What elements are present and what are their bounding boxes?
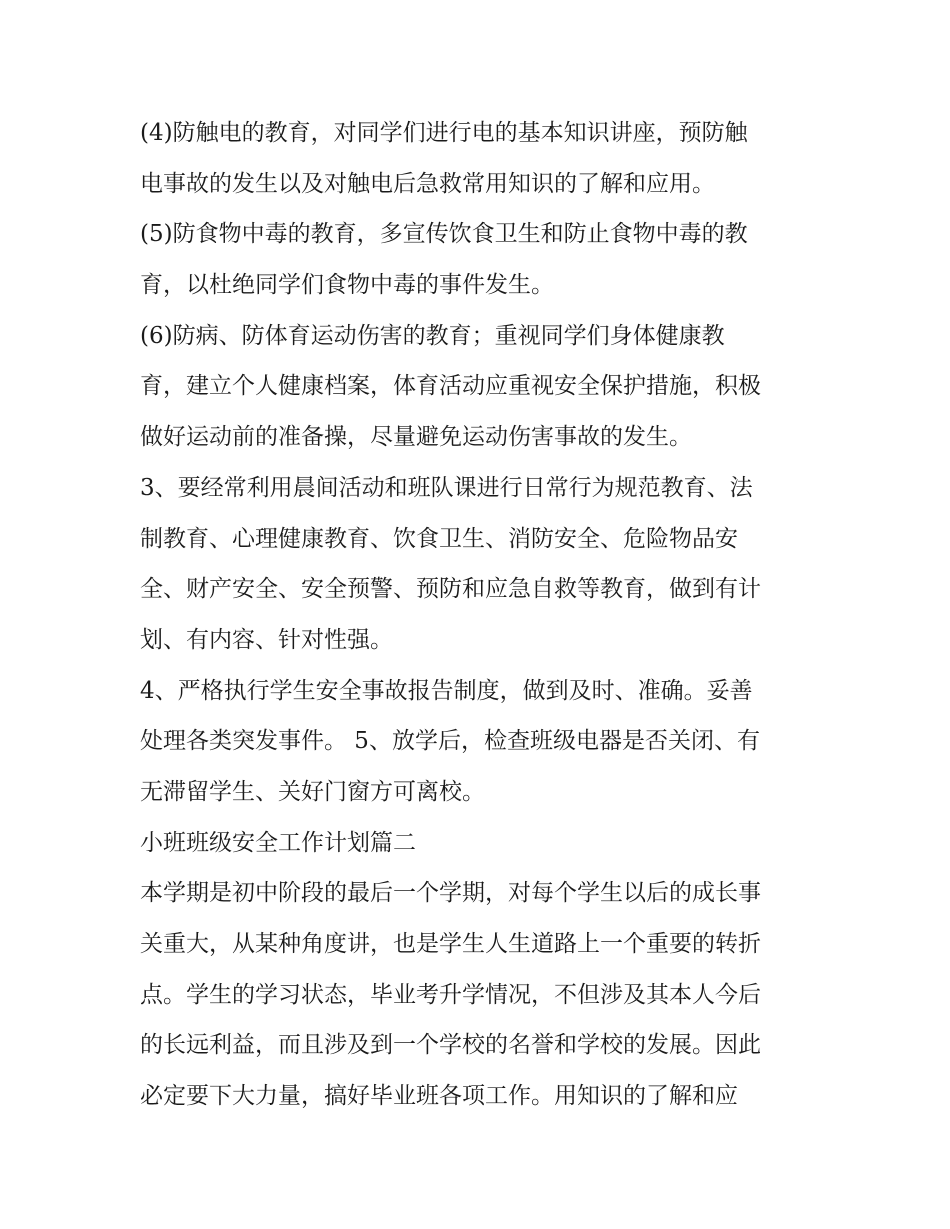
text-line: 划、有内容、针对性强。: [140, 626, 393, 653]
text-line: 做好运动前的准备操，尽量避免运动伤害事故的发生。: [140, 424, 692, 451]
text-line: 育，建立个人健康档案，体育活动应重视安全保护措施，积极: [140, 373, 761, 400]
text-line: 育，以杜绝同学们食物中毒的事件发生。: [140, 272, 554, 299]
document-body: [140, 108, 820, 1122]
text-line: 制教育、心理健康教育、饮食卫生、消防安全、危险物品安: [140, 525, 738, 552]
text-line: (6)防病、防体育运动伤害的教育；重视同学们身体健康教: [140, 322, 725, 349]
text-line: (4)防触电的教育，对同学们进行电的基本知识讲座，预防触: [140, 120, 748, 146]
text-line: (5)防食物中毒的教育，多宣传饮食卫生和防止食物中毒的教: [140, 221, 748, 248]
text-line: 点。学生的学习状态，毕业考升学情况，不但涉及其本人今后: [140, 981, 761, 1008]
text-line: 3、要经常利用晨间活动和班队课进行日常行为规范教育、法: [140, 474, 753, 501]
text-line: 无滞留学生、关好门窗方可离校。: [140, 778, 485, 805]
text-line: 关重大，从某种角度讲，也是学生人生道路上一个重要的转折: [140, 931, 761, 957]
text-line: 电事故的发生以及对触电后急救常用知识的了解和应用。: [140, 170, 715, 197]
text-line: 4、严格执行学生安全事故报告制度，做到及时、准确。妥善: [140, 677, 753, 704]
text-line: 的长远利益，而且涉及到一个学校的名誉和学校的发展。因此: [140, 1032, 761, 1059]
text-line: 全、财产安全、安全预警、预防和应急自救等教育，做到有计: [140, 576, 761, 603]
text-line: 处理各类突发事件。 5、放学后，检查班级电器是否关闭、有: [140, 728, 760, 755]
text-line: 本学期是初中阶段的最后一个学期，对每个学生以后的成长事: [140, 880, 761, 907]
text-line: 必定要下大力量，搞好毕业班各项工作。用知识的了解和应: [140, 1083, 738, 1110]
section-heading: 小班班级安全工作计划篇二: [140, 829, 416, 856]
